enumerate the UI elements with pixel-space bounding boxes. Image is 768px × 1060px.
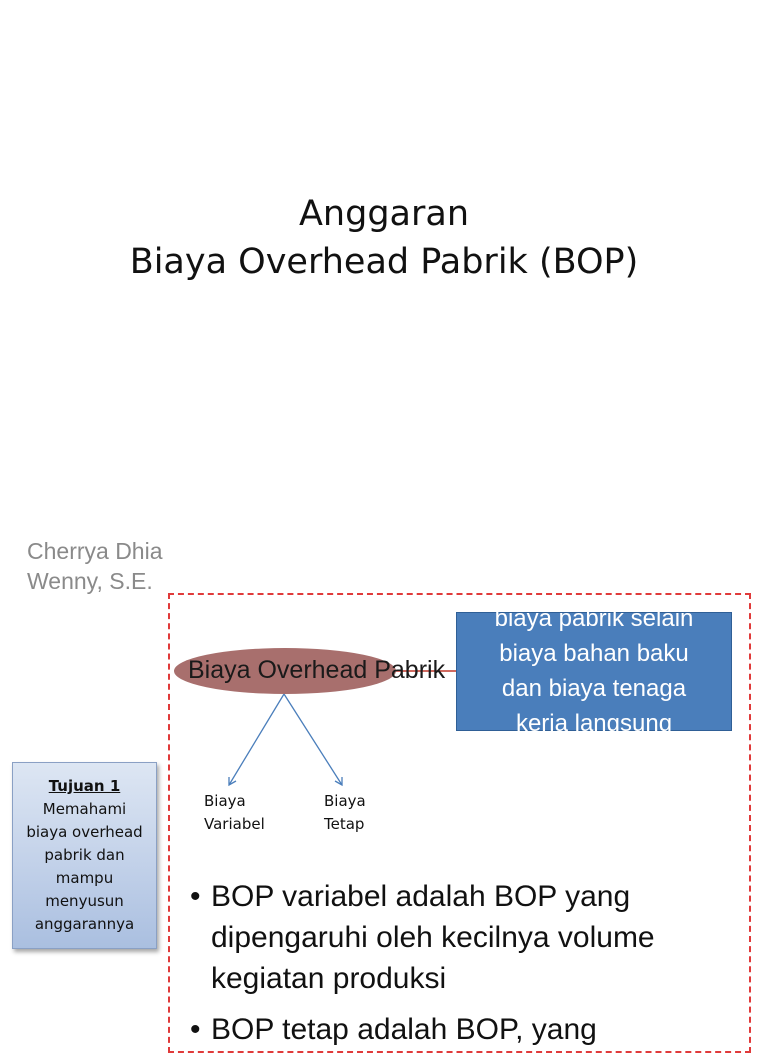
branch-variabel-line-1: Biaya	[204, 792, 246, 810]
bullet-1-line-3: kegiatan produksi	[211, 962, 447, 995]
bullet-1-line-1: BOP variabel adalah BOP yang	[211, 880, 631, 913]
slide-title-line-2: Biaya Overhead Pabrik (BOP)	[129, 242, 639, 282]
branch-tetap-line-2: Tetap	[324, 815, 365, 833]
bullet-item-tetap	[190, 1009, 750, 1050]
bop-ellipse-label: Biaya Overhead Pabrik	[188, 656, 446, 684]
author	[27, 536, 207, 594]
definition-text	[457, 601, 731, 741]
definition-line-2: biaya bahan baku	[499, 640, 689, 667]
branch-label-tetap	[324, 790, 366, 836]
slide-title-line-1: Anggaran	[298, 194, 470, 234]
goal-line-4: mampu	[55, 869, 114, 887]
goal-line-5: menyusun	[45, 892, 124, 910]
definition-line-3: dan biaya tenaga	[501, 675, 687, 702]
bullet-2-line-1: BOP tetap adalah BOP, yang	[211, 1013, 597, 1046]
definition-box	[456, 605, 732, 737]
branch-variabel-line-2: Variabel	[204, 815, 265, 833]
goal-line-6: anggarannya	[34, 915, 135, 933]
author-line-1: Cherrya Dhia	[27, 538, 163, 564]
goal-line-2: biaya overhead	[26, 823, 143, 841]
goal-title: Tujuan 1	[48, 777, 121, 795]
slide-title	[0, 190, 768, 286]
author-line-2: Wenny, S.E.	[27, 568, 153, 594]
bullet-item-variabel	[190, 876, 750, 999]
branch-tetap-line-1: Biaya	[324, 792, 366, 810]
goal-box	[12, 762, 157, 949]
branch-label-variabel	[204, 790, 265, 836]
definition-line-4: kerja langsung	[515, 710, 673, 737]
bullet-1-line-2: dipengaruhi oleh kecilnya volume	[211, 921, 655, 954]
definition-line-1: biaya pabrik selain	[494, 605, 694, 632]
bullet-list	[190, 876, 750, 1060]
bullet-dot: •	[190, 880, 201, 913]
goal-line-3: pabrik dan	[44, 846, 125, 864]
bullet-dot: •	[190, 1013, 201, 1046]
goal-line-1: Memahami	[42, 800, 127, 818]
